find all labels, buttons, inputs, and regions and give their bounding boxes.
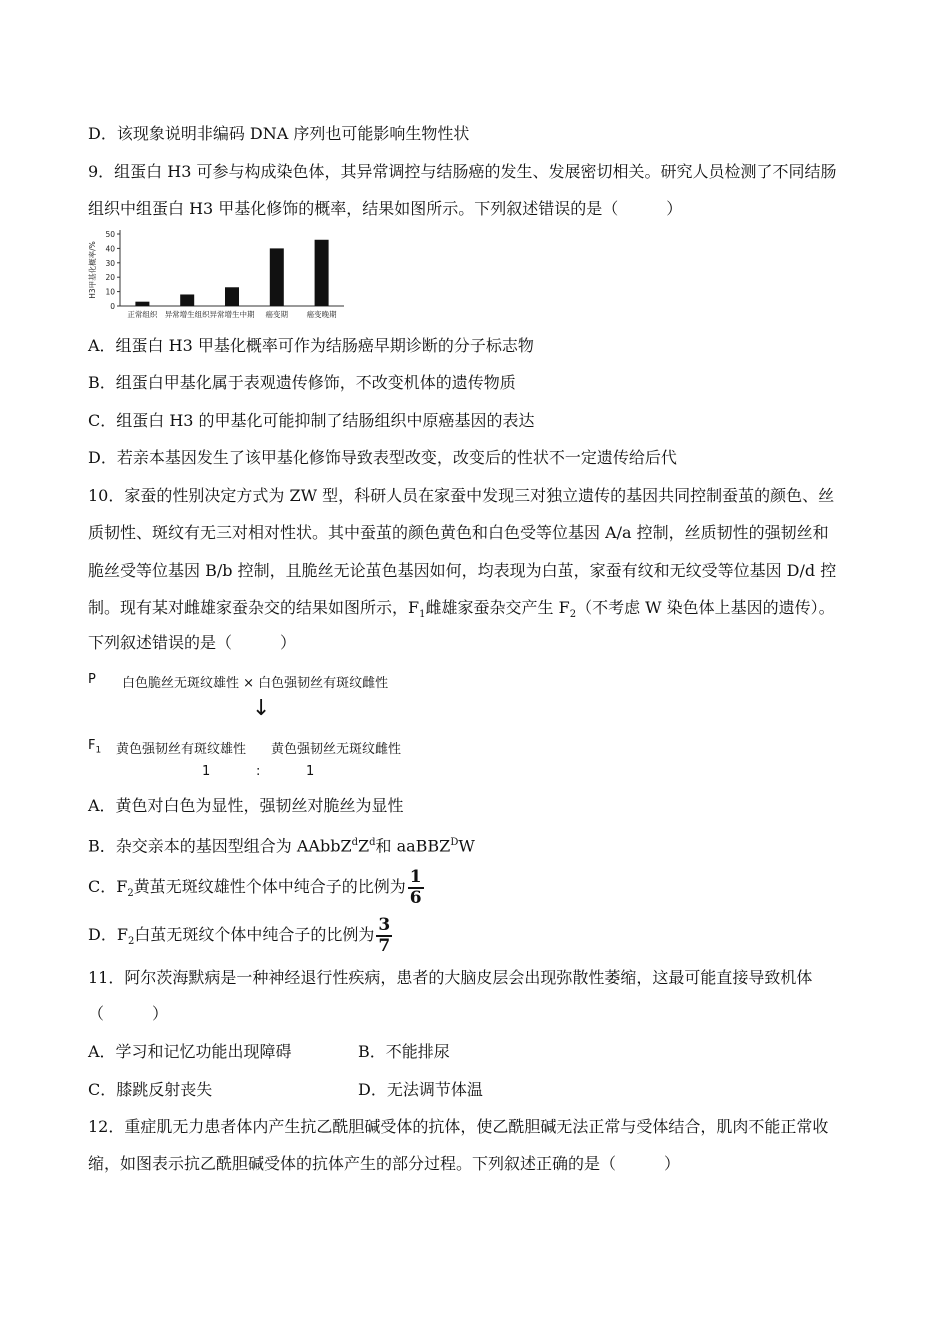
q9-option-b: B．组蛋白甲基化属于表观遗传修饰，不改变机体的遗传物质 xyxy=(88,373,516,392)
q9-stem-line1: 9．组蛋白 H3 可参与构成染色体，其异常调控与结肠癌的发生、发展密切相关。研究人员检测了不同结肠 xyxy=(88,162,837,181)
q10-option-a: A．黄色对白色为显性，强韧丝对脆丝为显性 xyxy=(88,796,404,815)
cross-ratio-right: 1 xyxy=(306,764,315,779)
y-tick-label: 30 xyxy=(105,258,115,268)
q11-option-d: D．无法调节体温 xyxy=(358,1080,483,1099)
y-tick-label: 20 xyxy=(105,273,115,283)
q10-stem-line4: 制。现有某对雌雄家蚕杂交的结果如图所示，$F_1$雌雄家蚕杂交产生 $F_2$（不考虑 W 染色体上基因的遗传）。 xyxy=(88,598,835,621)
fraction-three-sevenths: $\frac{3}{7}$ xyxy=(378,914,391,956)
cross-diagram xyxy=(86,668,416,778)
q9-option-a: A．组蛋白 H3 甲基化概率可作为结肠癌早期诊断的分子标志物 xyxy=(88,336,534,355)
cross-ratio-sep: : xyxy=(256,764,261,779)
cross-p-label: P xyxy=(88,672,96,687)
bar-3 xyxy=(225,287,239,306)
q10-stem-line5: 下列叙述错误的是（ ） xyxy=(88,633,297,652)
q9-stem-line2: 组织中组蛋白 H3 甲基化修饰的概率，结果如图所示。下列叙述错误的是（ ） xyxy=(88,199,683,218)
q9-option-d: D．若亲本基因发生了该甲基化修饰导致表型改变，改变后的性状不一定遗传给后代 xyxy=(88,448,677,467)
q11-option-b: B．不能排尿 xyxy=(358,1042,450,1061)
methylation-bar-chart xyxy=(86,226,348,324)
x-tick-label: 正常组织 xyxy=(127,310,158,319)
q10-stem-line2: 质韧性、斑纹有无三对相对性状。其中蚕茧的颜色黄色和白色受等位基因 A/a 控制，丝质韧性的强韧丝和 xyxy=(88,523,829,542)
cross-f1-right: 黄色强韧丝无斑纹雌性 xyxy=(271,742,402,757)
cross-f1-label: $F_1$ xyxy=(88,738,102,756)
q12-stem-line1: 12．重症肌无力患者体内产生抗乙酰胆碱受体的抗体，使乙酰胆碱无法正常与受体结合，肌肉不能正常收 xyxy=(88,1117,829,1136)
q10-option-c: C．$F_2$黄茧无斑纹雄性个体中纯合子的比例为 $\frac{1}{6}$ xyxy=(88,866,422,908)
bar-1 xyxy=(135,302,149,306)
cross-p-text: 白色脆丝无斑纹雄性 × 白色强韧丝有斑纹雌性 xyxy=(122,676,389,691)
q11-stem-line1: 11．阿尔茨海默病是一种神经退行性疾病，患者的大脑皮层会出现弥散性萎缩，这最可能直接导致机体 xyxy=(88,968,813,987)
x-tick-label: 癌变期 xyxy=(265,310,289,319)
q11-stem-line2: （ ） xyxy=(88,1004,169,1023)
y-tick-label: 0 xyxy=(110,302,115,311)
fraction-one-sixth: $\frac{1}{6}$ xyxy=(409,866,422,908)
cross-ratio-left: 1 xyxy=(202,764,211,779)
cross-f1-left: 黄色强韧丝有斑纹雄性 xyxy=(116,742,247,757)
y-axis-label: H3甲基化概率/% xyxy=(88,241,97,299)
bar-2 xyxy=(180,294,194,306)
y-tick-label: 50 xyxy=(105,230,115,239)
x-tick-label: 异常增生组织 xyxy=(164,310,210,319)
q10-option-b: B．杂交亲本的基因型组合为 $AAbbZ^dZ^d$和 aaBBZ$^D$W xyxy=(88,836,475,856)
q10-stem-line3: 脆丝受等位基因 B/b 控制，且脆丝无论茧色基因如何，均表现为白茧，家蚕有纹和无纹受等位基因 D/d 控 xyxy=(88,561,837,580)
q10-stem-line1: 10．家蚕的性别决定方式为 ZW 型，科研人员在家蚕中发现三对独立遗传的基因共同控制蚕茧的颜色、丝 xyxy=(88,486,835,505)
cross-arrow: ↓ xyxy=(252,696,271,721)
q8-option-d: D．该现象说明非编码 DNA 序列也可能影响生物性状 xyxy=(88,124,470,143)
x-tick-label: 异常增生中期 xyxy=(209,310,255,319)
y-tick-label: 10 xyxy=(105,287,115,297)
x-tick-label: 癌变晚期 xyxy=(306,310,337,319)
bar-5 xyxy=(315,240,329,306)
q10-option-d: D．$F_2$白茧无斑纹个体中纯合子的比例为 $\frac{3}{7}$ xyxy=(88,914,391,956)
q9-option-c: C．组蛋白 H3 的甲基化可能抑制了结肠组织中原癌基因的表达 xyxy=(88,411,535,430)
q11-option-a: A．学习和记忆功能出现障碍 xyxy=(88,1042,292,1061)
y-tick-label: 40 xyxy=(105,244,115,254)
bar-4 xyxy=(270,248,284,306)
q11-option-c: C．膝跳反射丧失 xyxy=(88,1080,213,1099)
q12-stem-line2: 缩，如图表示抗乙酰胆碱受体的抗体产生的部分过程。下列叙述正确的是（ ） xyxy=(88,1154,681,1173)
